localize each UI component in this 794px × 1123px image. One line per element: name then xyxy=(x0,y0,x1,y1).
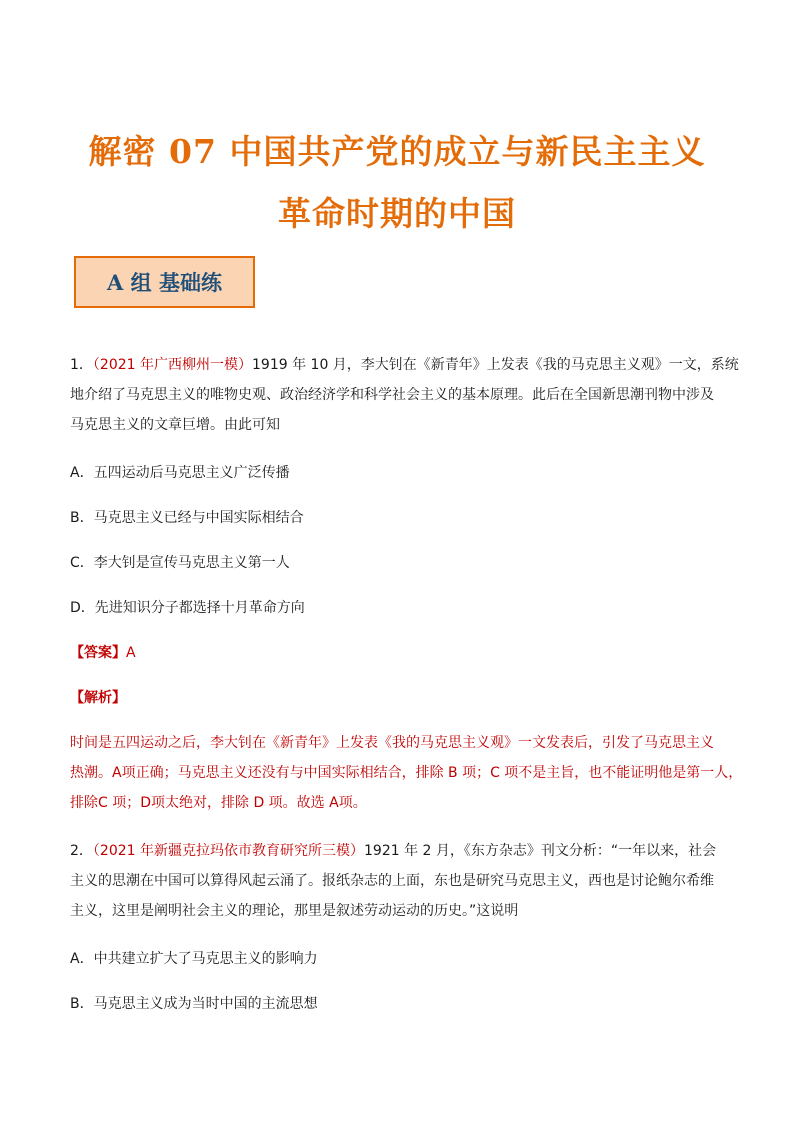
question-1-stem-line-2: 地介绍了马克思主义的唯物史观、政治经济学和科学社会主义的基本原理。此后在全国新思潮刊物中涉及 xyxy=(70,387,714,403)
question-2-option-a xyxy=(70,944,730,974)
question-1-analysis-heading xyxy=(70,683,730,713)
question-2-option-b xyxy=(70,989,730,1019)
question-1-source: （2021 年广西柳州一模） xyxy=(92,357,253,373)
question-2-stem-line-3: 主义，这里是阐明社会主义的理论，那里是叙述劳动运动的历史。”这说明 xyxy=(70,903,519,919)
question-1-option-d-text: D．先进知识分子都选择十月革命方向 xyxy=(70,600,305,616)
document-title-line-2: 革命时期的中国 xyxy=(278,194,516,233)
question-1-analysis xyxy=(70,728,743,818)
group-a-heading-label: A 组 基础练 xyxy=(107,270,222,295)
analysis-label: 【解析】 xyxy=(70,690,126,706)
question-2 xyxy=(70,836,730,926)
question-1-option-c-text: C．李大钊是宣传马克思主义第一人 xyxy=(70,555,290,571)
question-2-option-b-text: B．马克思主义成为当时中国的主流思想 xyxy=(70,996,318,1012)
group-a-heading-box xyxy=(74,256,255,308)
question-1-option-b-text: B．马克思主义已经与中国实际相结合 xyxy=(70,510,304,526)
answer-value: A xyxy=(126,645,136,661)
question-1-option-b xyxy=(70,503,730,533)
question-1-answer xyxy=(70,638,730,668)
question-1-stem-text-1: 1919 年 10 月，李大钊在《新青年》上发表《我的马克思主义观》一文，系统 xyxy=(252,357,739,373)
question-1-stem-line-3: 马克思主义的文章巨增。由此可知 xyxy=(70,417,280,433)
question-1 xyxy=(70,350,739,440)
analysis-line-3: 排除C 项；D项太绝对，排除 D 项。故选 A项。 xyxy=(70,795,367,811)
answer-label: 【答案】 xyxy=(70,645,126,661)
question-2-stem-text-1: 1921 年 2 月，《东方杂志》刊文分析：“一年以来，社会 xyxy=(364,843,717,859)
question-1-stem-line-1 xyxy=(70,350,739,380)
question-2-stem-line-1 xyxy=(70,836,730,866)
document-title-line-1: 解密 07 中国共产党的成立与新民主主义 xyxy=(88,132,706,171)
question-1-option-c xyxy=(70,548,730,578)
question-2-source: （2021 年新疆克拉玛依市教育研究所三模） xyxy=(92,843,364,859)
question-2-option-a-text: A．中共建立扩大了马克思主义的影响力 xyxy=(70,951,318,967)
analysis-line-1: 时间是五四运动之后，李大钊在《新青年》上发表《我的马克思主义观》一文发表后，引发了马克思主义 xyxy=(70,735,714,751)
question-1-option-a-text: A．五四运动后马克思主义广泛传播 xyxy=(70,465,290,481)
question-2-stem-line-2: 主义的思潮在中国可以算得风起云涌了。报纸杂志的上面，东也是研究马克思主义，西也是讨论鲍尔希维 xyxy=(70,873,714,889)
analysis-line-2: 热潮。A项正确；马克思主义还没有与中国实际相结合，排除 B 项；C 项不是主旨，也不能证明他是第一人， xyxy=(70,765,743,781)
question-2-number: 2． xyxy=(70,843,93,859)
question-1-option-a xyxy=(70,458,730,488)
question-1-option-d xyxy=(70,593,730,623)
question-1-number: 1． xyxy=(70,357,93,373)
